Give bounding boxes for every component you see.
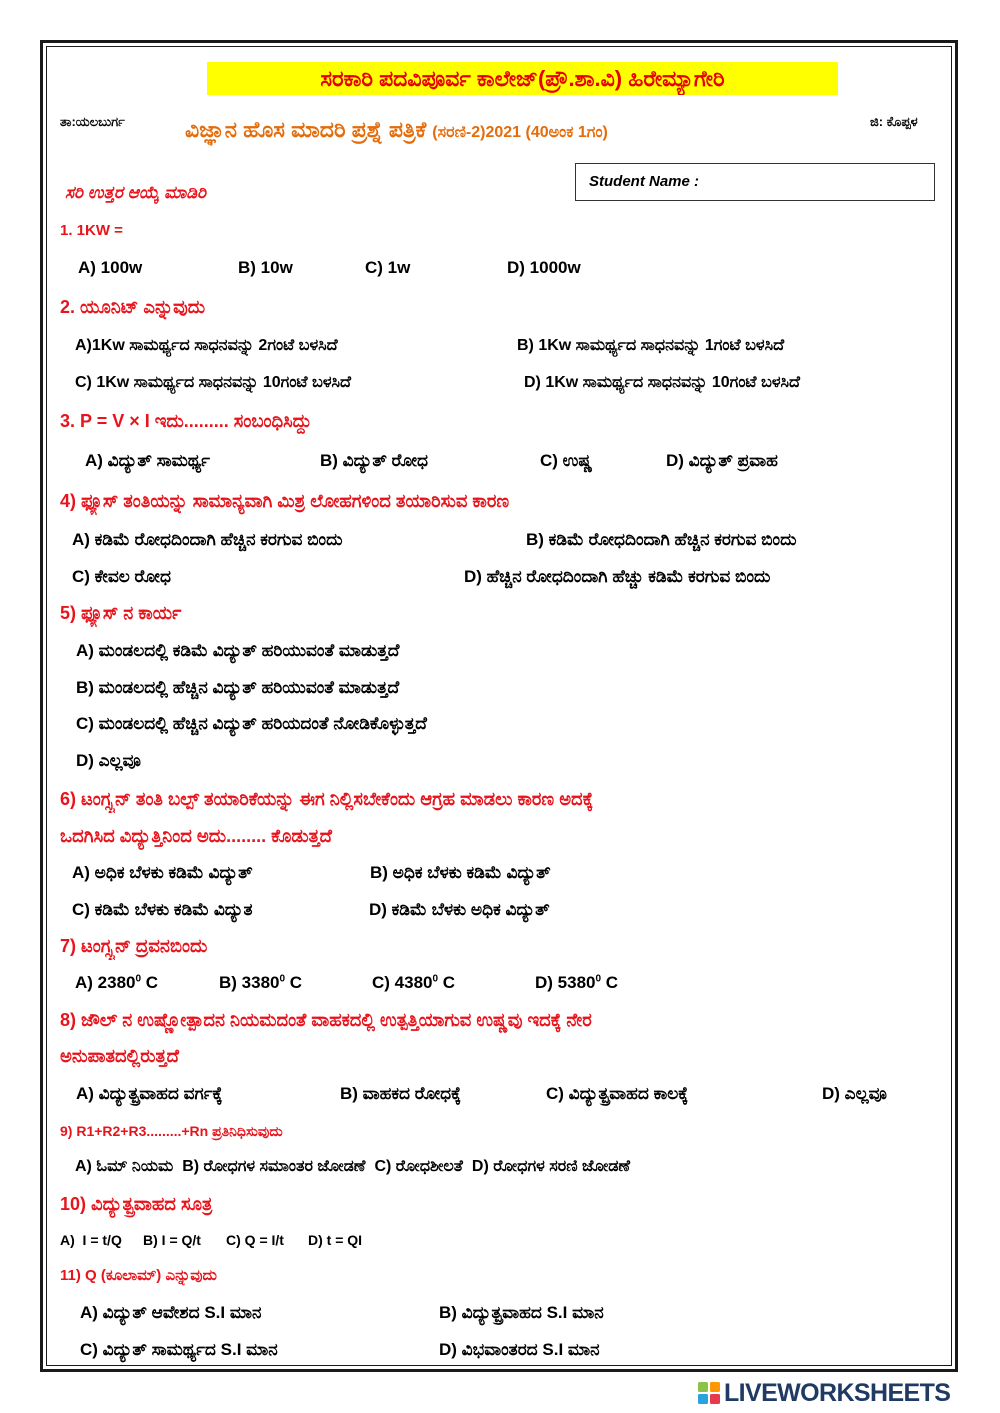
q6-option-b[interactable]: B) ಅಧಿಕ ಬೆಳಕು ಕಡಿಮೆ ವಿದ್ಯುತ್ xyxy=(370,863,551,882)
q6-text-line-2: ಒದಗಿಸಿದ ವಿದ್ಯುತ್ತಿನಿಂದ ಅದು........ ಕೊಡುತ್ತದೆ xyxy=(60,826,333,846)
q7-option-b-degree: 0 xyxy=(279,973,286,985)
q11-text: 11) Q (ಕೂಲಾಮ್) ಎನ್ನುವುದು xyxy=(60,1267,217,1284)
q4-option-a[interactable]: A) ಕಡಿಮೆ ರೋಧದಿಂದಾಗಿ ಹೆಚ್ಚಿನ ಕರಗುವ ಬಿಂದು xyxy=(72,530,343,549)
q1-option-d[interactable]: D) 1000w xyxy=(507,258,581,277)
q7-option-d-unit: C xyxy=(601,973,619,992)
q2-option-a[interactable]: A)1Kw ಸಾಮರ್ಥ್ಯದ ಸಾಧನವನ್ನು 2ಗಂಟೆ ಬಳಸಿದೆ xyxy=(75,337,338,354)
q6-text-line-1: 6) ಟಂಗ್ಸ್ಟನ್ ತಂತಿ ಬಲ್ಪ್ ತಯಾರಿಕೆಯನ್ನು ಈಗ ನಿಲ್ಲಿಸಬೇಕೆಂದು ಆಗ್ರಹ ಮಾಡಲು ಕಾರಣ ಅದಕ್ಕೆ xyxy=(60,789,594,809)
q5-option-b[interactable]: B) ಮಂಡಲದಲ್ಲಿ ಹೆಚ್ಚಿನ ವಿದ್ಯುತ್ ಹರಿಯುವಂತೆ ಮಾಡುತ್ತದೆ xyxy=(76,678,400,697)
q7-option-c-value: C) 4380 xyxy=(372,973,433,992)
q1-option-c[interactable]: C) 1w xyxy=(365,258,411,277)
q4-option-c[interactable]: C) ಕೇವಲ ರೋಧ xyxy=(72,567,171,586)
liveworksheets-brand-link[interactable] xyxy=(697,1378,994,1408)
q5-text: 5) ಫ್ಯೂಸ್ ನ ಕಾರ್ಯ xyxy=(60,603,182,623)
liveworksheets-logo-icon xyxy=(697,1381,721,1405)
q8-option-d[interactable]: D) ಎಲ್ಲವೂ xyxy=(822,1084,887,1103)
q6-options-line-1 xyxy=(72,859,948,887)
q5-option-b-row xyxy=(76,674,948,702)
paper-title xyxy=(185,114,865,146)
q3-options xyxy=(85,447,948,475)
q1-options xyxy=(78,254,948,282)
q4-options-line-2 xyxy=(72,563,948,591)
student-name-label: Student Name : xyxy=(589,173,700,190)
q7-option-d[interactable] xyxy=(535,969,618,997)
q11-options-line-1 xyxy=(80,1299,948,1327)
q1-option-a[interactable]: A) 100w xyxy=(78,258,143,277)
q5-option-d[interactable]: D) ಎಲ್ಲವೂ xyxy=(76,751,141,770)
q7-option-a-degree: 0 xyxy=(135,973,142,985)
q11-options-line-2 xyxy=(80,1336,948,1364)
taluk-label: ತಾ:ಯಲಬುರ್ಗ xyxy=(60,114,125,129)
q3-option-d[interactable]: D) ವಿದ್ಯುತ್ ಪ್ರವಾಹ xyxy=(666,451,778,470)
q4-option-b[interactable]: B) ಕಡಿಮೆ ರೋಧದಿಂದಾಗಿ ಹೆಚ್ಚಿನ ಕರಗುವ ಬಿಂದು xyxy=(526,530,797,549)
q10-option-d[interactable]: D) t = QI xyxy=(308,1232,363,1248)
q7-option-c[interactable] xyxy=(372,969,535,997)
q4-option-d[interactable]: D) ಹೆಚ್ಚಿನ ರೋಧದಿಂದಾಗಿ ಹೆಚ್ಚು ಕಡಿಮೆ ಕರಗುವ ಬಿಂದು xyxy=(464,567,771,586)
q11-option-d[interactable]: D) ವಿಭವಾಂತರದ S.I ಮಾನ xyxy=(439,1340,600,1359)
q10-option-a[interactable]: A) I = t/Q xyxy=(60,1232,122,1248)
q9-text: 9) R1+R2+R3.........+Rn ಪ್ರತಿನಿಧಿಸುವುದು xyxy=(60,1123,283,1139)
q2-text: 2. ಯೂನಿಟ್ ಎನ್ನುವುದು xyxy=(60,297,206,317)
q5-option-c[interactable]: C) ಮಂಡಲದಲ್ಲಿ ಹೆಚ್ಚಿನ ವಿದ್ಯುತ್ ಹರಿಯದಂತೆ ನೋಡಿಕೊಳ್ಳುತ್ತದೆ xyxy=(76,714,427,733)
q7-option-a-value: A) 2380 xyxy=(75,973,136,992)
q8-text-line-1: 8) ಜೌಲ್ ನ ಉಷ್ಣೋತ್ಪಾದನ ನಿಯಮದಂತೆ ವಾಹಕದಲ್ಲಿ ಉತ್ಪತ್ತಿಯಾಗುವ ಉಷ್ಣವು ಇದಕ್ಕೆ ನೇರ xyxy=(60,1010,592,1030)
q8-text-line-2: ಅನುಪಾತದಲ್ಲಿರುತ್ತದೆ xyxy=(60,1046,179,1066)
q4-options-line-1 xyxy=(72,526,948,554)
q2-options-line-2 xyxy=(75,369,948,397)
q10-options xyxy=(60,1226,948,1254)
q9-option-c[interactable]: C) ರೋಧಶೀಲತೆ xyxy=(374,1158,463,1175)
q7-option-b-value: B) 3380 xyxy=(219,973,280,992)
q8-options xyxy=(76,1080,948,1108)
q1-option-b[interactable]: B) 10w xyxy=(238,258,293,277)
q7-option-c-degree: 0 xyxy=(432,973,439,985)
q6-option-c[interactable]: C) ಕಡಿಮೆ ಬೆಳಕು ಕಡಿಮೆ ವಿದ್ಯುತ xyxy=(72,900,253,919)
q10-option-c[interactable]: C) Q = I/t xyxy=(226,1232,284,1248)
q9-option-d[interactable]: D) ರೋಧಗಳ ಸರಣಿ ಜೋಡಣೆ xyxy=(471,1158,631,1175)
q5-option-a-row xyxy=(76,637,948,665)
q7-text: 7) ಟಂಗ್ಸ್ಟನ್ ದ್ರವನಬಿಂದು xyxy=(60,936,208,956)
q3-text: 3. P = V × I ಇದು......... ಸಂಬಂಧಿಸಿದ್ದು xyxy=(60,411,312,431)
liveworksheets-brand-text: LIVEWORKSHEETS xyxy=(724,1379,951,1407)
instruction-text: ಸರಿ ಉತ್ತರ ಆಯ್ಕೆ ಮಾಡಿರಿ xyxy=(65,183,206,202)
q7-option-c-unit: C xyxy=(438,973,456,992)
student-name-field[interactable] xyxy=(575,163,935,201)
q9-option-a[interactable]: A) ಓಮ್ ನಿಯಮ xyxy=(75,1158,174,1175)
q7-options xyxy=(75,969,948,997)
q7-option-a[interactable] xyxy=(75,969,219,997)
q11-option-b[interactable]: B) ವಿದ್ಯುತ್ಪ್ರವಾಹದ S.I ಮಾನ xyxy=(439,1303,604,1322)
q2-option-d[interactable]: D) 1Kw ಸಾಮರ್ಥ್ಯದ ಸಾಧನವನ್ನು 10ಗಂಟೆ ಬಳಸಿದೆ xyxy=(524,374,800,391)
q4-text: 4) ಫ್ಯೂಸ್ ತಂತಿಯನ್ನು ಸಾಮಾನ್ಯವಾಗಿ ಮಿಶ್ರ ಲೋಹಗಳಿಂದ ತಯಾರಿಸುವ ಕಾರಣ xyxy=(60,491,510,511)
paper-title-meta: (ಸರಣಿ-2)2021 (40ಅಂಕ 1ಗಂ) xyxy=(432,124,608,141)
q8-option-b[interactable]: B) ವಾಹಕದ ರೋಧಕ್ಕೆ xyxy=(340,1084,462,1103)
q6-option-d[interactable]: D) ಕಡಿಮೆ ಬೆಳಕು ಅಧಿಕ ವಿದ್ಯುತ್ xyxy=(369,900,550,919)
q6-option-a[interactable]: A) ಅಧಿಕ ಬೆಳಕು ಕಡಿಮೆ ವಿದ್ಯುತ್ xyxy=(72,863,253,882)
q9-options xyxy=(75,1153,948,1181)
q1-text: 1. 1KW = xyxy=(60,222,123,239)
q5-option-c-row xyxy=(76,710,948,738)
q5-option-a[interactable]: A) ಮಂಡಲದಲ್ಲಿ ಕಡಿಮೆ ವಿದ್ಯುತ್ ಹರಿಯುವಂತೆ ಮಾಡುತ್ತದೆ xyxy=(76,641,400,660)
q3-option-c[interactable]: C) ಉಷ್ಣ xyxy=(540,451,593,470)
q7-option-d-degree: 0 xyxy=(595,973,602,985)
q3-option-a[interactable]: A) ವಿದ್ಯುತ್ ಸಾಮರ್ಥ್ಯ xyxy=(85,451,210,470)
q2-options-line-1 xyxy=(75,332,948,360)
district-label: ಜಿ: ಕೊಪ್ಪಳ xyxy=(870,114,918,129)
q5-option-d-row xyxy=(76,747,948,775)
q3-option-b[interactable]: B) ವಿದ್ಯುತ್ ರೋಧ xyxy=(320,451,428,470)
q7-option-b-unit: C xyxy=(285,973,303,992)
q11-option-c[interactable]: C) ವಿದ್ಯುತ್ ಸಾಮರ್ಥ್ಯದ S.I ಮಾನ xyxy=(80,1340,278,1359)
q7-option-d-value: D) 5380 xyxy=(535,973,596,992)
q9-option-b[interactable]: B) ರೋಧಗಳ ಸಮಾಂತರ ಜೋಡಣೆ xyxy=(182,1158,366,1175)
q2-option-c[interactable]: C) 1Kw ಸಾಮರ್ಥ್ಯದ ಸಾಧನವನ್ನು 10ಗಂಟೆ ಬಳಸಿದೆ xyxy=(75,374,351,391)
q8-option-a[interactable]: A) ವಿದ್ಯುತ್ಪ್ರವಾಹದ ವರ್ಗಕ್ಕೆ xyxy=(76,1084,223,1103)
q10-text: 10) ವಿದ್ಯುತ್ಪ್ರವಾಹದ ಸೂತ್ರ xyxy=(60,1194,213,1214)
q6-options-line-2 xyxy=(72,896,948,924)
paper-title-main: ವಿಜ್ಞಾನ ಹೊಸ ಮಾದರಿ ಪ್ರಶ್ನೆ ಪತ್ರಿಕೆ xyxy=(185,117,427,142)
q10-option-b[interactable]: B) I = Q/t xyxy=(143,1232,201,1248)
q7-option-b[interactable] xyxy=(219,969,372,997)
q2-option-b[interactable]: B) 1Kw ಸಾಮರ್ಥ್ಯದ ಸಾಧನವನ್ನು 1ಗಂಟೆ ಬಳಸಿದೆ xyxy=(517,337,785,354)
q11-option-a[interactable]: A) ವಿದ್ಯುತ್ ಆವೇಶದ S.I ಮಾನ xyxy=(80,1303,262,1322)
q8-option-c[interactable]: C) ವಿದ್ಯುತ್ಪ್ರವಾಹದ ಕಾಲಕ್ಕೆ xyxy=(546,1084,689,1103)
college-title: ಸರಕಾರಿ ಪದವಿಪೂರ್ವ ಕಾಲೇಜ್(ಪ್ರೌ.ಶಾ.ವಿ) ಹಿರೇಮ್ಯಾಗೇರಿ xyxy=(207,62,838,95)
q7-option-a-unit: C xyxy=(141,973,159,992)
